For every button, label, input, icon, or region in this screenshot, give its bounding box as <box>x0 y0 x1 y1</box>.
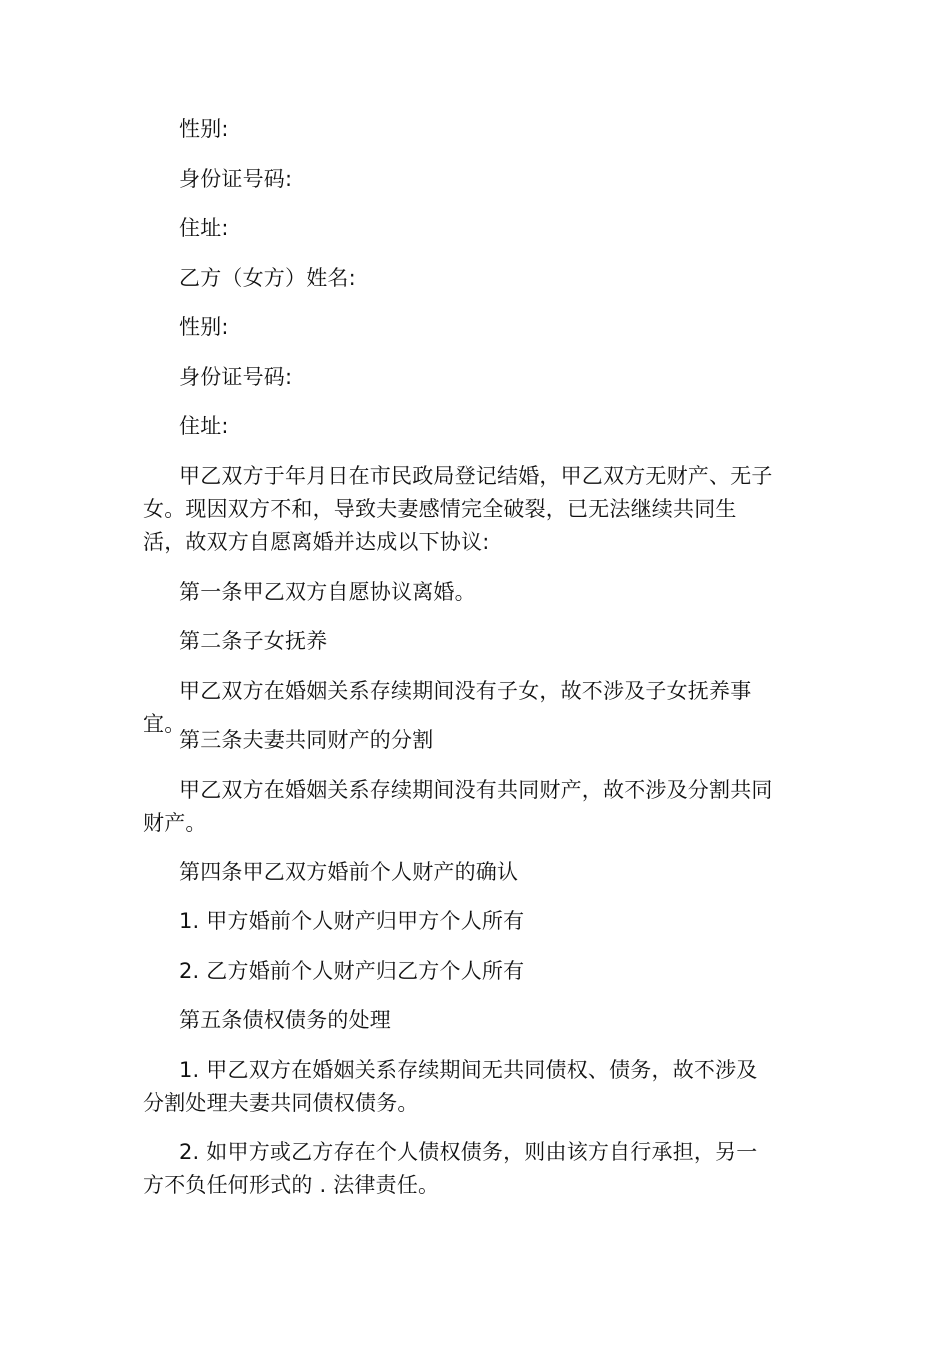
article-3-body: 甲乙双方在婚姻关系存续期间没有共同财产，故不涉及分割共同财产。 <box>143 778 773 835</box>
article-2-body: 甲乙双方在婚姻关系存续期间没有子女，故不涉及子女抚养事宜。 <box>143 679 752 736</box>
field-id-number-a: 身份证号码: <box>179 167 293 191</box>
field-address-b: 住址: <box>179 414 229 438</box>
article-3-heading: 第三条夫妻共同财产的分割 <box>179 728 434 752</box>
field-gender-b: 性别: <box>179 315 229 339</box>
field-gender-a: 性别: <box>179 117 229 141</box>
article-5-heading: 第五条债权债务的处理 <box>179 1008 391 1032</box>
article-5-item-2: 2. 如甲方或乙方存在个人债权债务，则由该方自行承担，另一方不负任何形式的 . 法律责任。 <box>143 1140 758 1197</box>
article-2-heading: 第二条子女抚养 <box>179 629 328 653</box>
article-4-item-1: 1. 甲方婚前个人财产归甲方个人所有 <box>179 909 525 933</box>
article-4-item-2: 2. 乙方婚前个人财产归乙方个人所有 <box>179 959 525 983</box>
field-id-number-b: 身份证号码: <box>179 365 293 389</box>
article-4-heading: 第四条甲乙双方婚前个人财产的确认 <box>179 860 519 884</box>
field-address-a: 住址: <box>179 216 229 240</box>
article-1: 第一条甲乙双方自愿协议离婚。 <box>179 580 476 604</box>
article-5-item-1: 1. 甲乙双方在婚姻关系存续期间无共同债权、债务，故不涉及分割处理夫妻共同债权债务。 <box>143 1058 758 1115</box>
paragraph-preamble: 甲乙双方于年月日在市民政局登记结婚，甲乙双方无财产、无子女。现因双方不和，导致夫妻感情完全破裂，已无法继续共同生活，故双方自愿离婚并达成以下协议: <box>143 464 773 554</box>
field-party-b-name: 乙方（女方）姓名: <box>179 266 356 290</box>
